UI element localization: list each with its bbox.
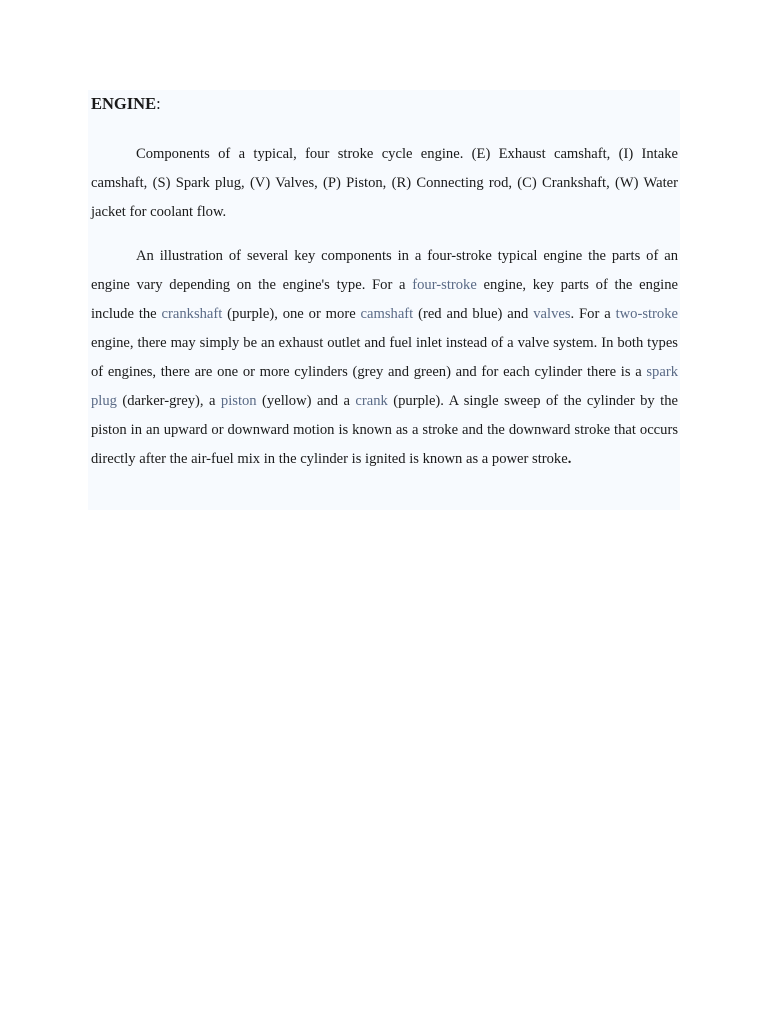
heading-colon: :: [156, 94, 161, 113]
link-crankshaft[interactable]: crankshaft: [161, 306, 223, 322]
paragraph-illustration: [91, 242, 678, 474]
section-heading: [91, 92, 161, 116]
text-segment: (yellow) and a: [256, 393, 356, 409]
text-segment: engine, there may simply be an exhaust outlet and fuel inlet instead of a valve system. In both types of engines, there are one or more cylinders (grey and green) and for each cylinder there is a: [91, 335, 678, 380]
text-segment: engine, key parts of the engine include the: [91, 277, 679, 322]
link-camshaft[interactable]: camshaft: [360, 306, 414, 322]
link-two-stroke[interactable]: two-stroke: [615, 306, 678, 322]
link-crank[interactable]: crank: [355, 393, 388, 409]
link-valves[interactable]: valves: [533, 306, 571, 322]
text-segment: (purple), one or more: [222, 306, 361, 322]
text-segment: . For a: [570, 306, 616, 322]
text-segment: An illustration of several key components in a four-stroke typical engine the parts of an engine vary depending on the engine's type. For a: [91, 248, 678, 293]
text-segment: (red and blue) and: [413, 306, 534, 322]
link-four-stroke[interactable]: four-stroke: [412, 277, 477, 293]
text-segment: (purple). A single sweep of the cylinder by the piston in an upward or downward motion is known as a stroke and the downward stroke that occurs directly after the air-fuel mix in the cylinder is ignited is known as a power stroke: [91, 393, 679, 467]
link-piston[interactable]: piston: [220, 393, 257, 409]
paragraph-components: Components of a typical, four stroke cycle engine. (E) Exhaust camshaft, (I) Intake camshaft, (S) Spark plug, (V) Valves, (P) Piston, (R) Connecting rod, (C) Crankshaft, (W) Water jacket for coolant flow.: [91, 146, 678, 220]
heading-title: ENGINE: [91, 94, 157, 113]
text-segment: (darker-grey), a: [116, 393, 221, 409]
link-spark-plug[interactable]: spark plug: [91, 364, 678, 409]
final-period: .: [567, 451, 572, 467]
